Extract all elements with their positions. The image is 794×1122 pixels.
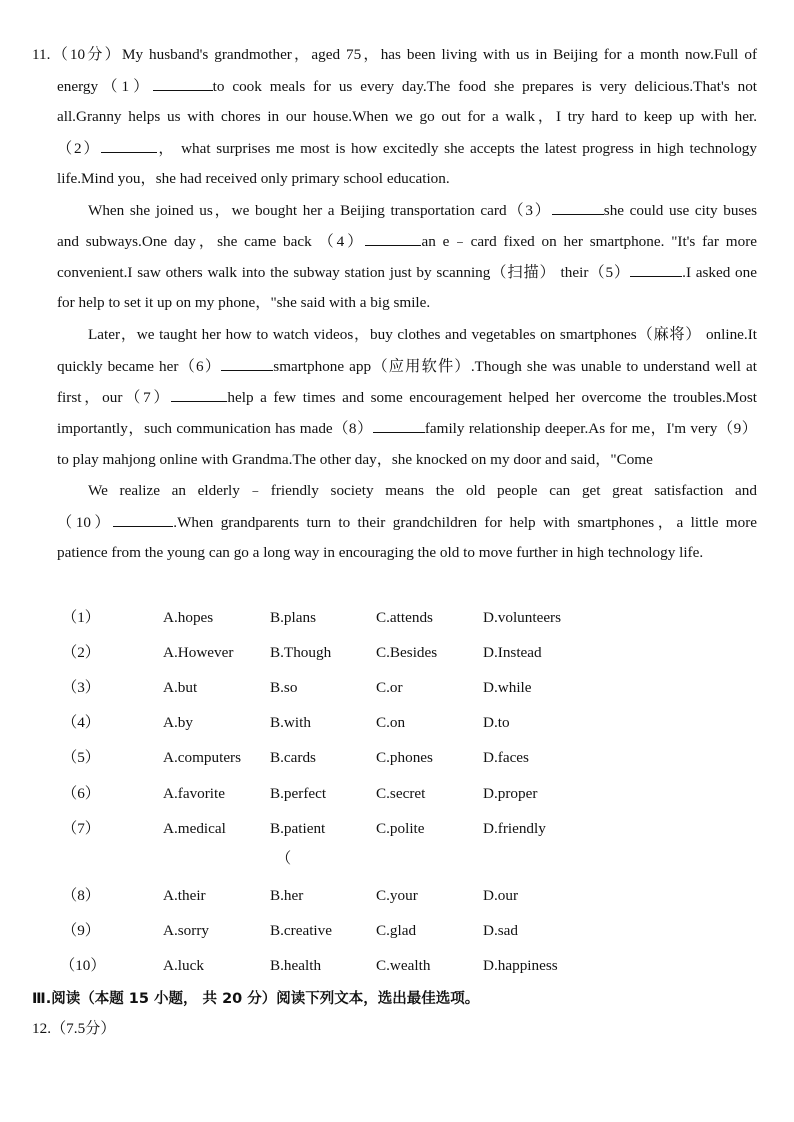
option-b[interactable]: B.Though bbox=[270, 644, 332, 661]
passage-line: Later，we taught her how to watch videos，buy clothes and vegetables on smartphones（麻将） online.It bbox=[88, 326, 757, 343]
passage-line: for help to set it up on my phone，"she said with a big smile. bbox=[57, 294, 431, 311]
option-c[interactable]: C.secret bbox=[376, 785, 426, 802]
option-d[interactable]: D.our bbox=[483, 887, 519, 904]
answer-blank-6 bbox=[221, 356, 273, 371]
stray-parenthesis: （ bbox=[276, 850, 292, 867]
passage-line: convenient.I saw others walk into the subway station just by scanning（扫描） their（5） .I asked one bbox=[57, 264, 757, 281]
option-b[interactable]: B.with bbox=[270, 714, 311, 731]
option-c[interactable]: C.or bbox=[376, 679, 403, 696]
option-d[interactable]: D.while bbox=[483, 679, 532, 696]
option-row: （4） A.by B.with C.on D.to bbox=[0, 712, 794, 734]
option-c[interactable]: C.Besides bbox=[376, 644, 438, 661]
option-row: （5） A.computers B.cards C.phones D.faces bbox=[0, 747, 794, 769]
option-b[interactable]: B.creative bbox=[270, 922, 332, 939]
option-row: （3） A.but B.so C.or D.while bbox=[0, 677, 794, 699]
option-a[interactable]: A.luck bbox=[163, 957, 204, 974]
option-b[interactable]: B.so bbox=[270, 679, 298, 696]
option-a[interactable]: A.medical bbox=[163, 820, 226, 837]
option-d[interactable]: D.proper bbox=[483, 785, 538, 802]
option-d[interactable]: D.to bbox=[483, 714, 510, 731]
option-c[interactable]: C.phones bbox=[376, 749, 433, 766]
option-d[interactable]: D.volunteers bbox=[483, 609, 562, 626]
passage-line: quickly became her（6） smartphone app（应用软件）.Though she was unable to understand well at bbox=[57, 358, 757, 375]
option-a[interactable]: A.However bbox=[163, 644, 234, 661]
passage-line: energy（1） to cook meals for us every day.The food she prepares is very delicious.That's not bbox=[57, 78, 758, 95]
answer-blank-1 bbox=[153, 76, 213, 91]
answer-blank-3 bbox=[552, 200, 604, 215]
passage-line: We realize an elderly﹣friendly society means the old people can get great satisfaction and bbox=[88, 482, 757, 499]
option-d[interactable]: D.faces bbox=[483, 749, 529, 766]
answer-blank-2 bbox=[101, 138, 157, 153]
answer-blank-8 bbox=[373, 418, 425, 433]
option-row: （2） A.However B.Though C.Besides D.Instead bbox=[0, 642, 794, 664]
option-c[interactable]: C.on bbox=[376, 714, 406, 731]
option-b[interactable]: B.patient bbox=[270, 820, 326, 837]
passage-line: and subways.One day，she came back （4） an e﹣card fixed on her smartphone. "It's far more bbox=[57, 233, 757, 250]
option-a[interactable]: A.by bbox=[163, 714, 193, 731]
option-b[interactable]: B.health bbox=[270, 957, 322, 974]
passage-line: first，our（7） help a few times and some encouragement helped her overcome the troubles.Most bbox=[57, 389, 757, 406]
passage-line: When she joined us，we bought her a Beijing transportation card（3） she could use city buses bbox=[88, 202, 757, 219]
passage-line: to play mahjong online with Grandma.The other day，she knocked on my door and said，"Come bbox=[57, 451, 653, 468]
option-row: （8） A.their B.her C.your D.our bbox=[0, 885, 794, 907]
option-b[interactable]: B.cards bbox=[270, 749, 316, 766]
answer-blank-5 bbox=[630, 262, 682, 277]
option-row: （9） A.sorry B.creative C.glad D.sad bbox=[0, 920, 794, 942]
answer-blank-4 bbox=[365, 231, 421, 246]
option-a[interactable]: A.their bbox=[163, 887, 206, 904]
option-d[interactable]: D.Instead bbox=[483, 644, 542, 661]
passage-line: importantly，such communication has made（8） family relationship deeper.As for me，I'm very（9） bbox=[57, 420, 757, 437]
option-row: （1） A.hopes B.plans C.attends D.volunteers bbox=[0, 607, 794, 629]
section-heading: Ⅲ.阅读（本题 15 小题， 共 20 分）阅读下列文本，选出最佳选项。 bbox=[32, 991, 480, 1007]
option-a[interactable]: A.sorry bbox=[163, 922, 209, 939]
option-c[interactable]: C.your bbox=[376, 887, 418, 904]
option-row: （7） A.medical B.patient C.polite D.friendly bbox=[0, 818, 794, 840]
passage-line: （2） ， what surprises me most is how excitedly she accepts the latest progress in high technology bbox=[57, 140, 757, 157]
option-c[interactable]: C.wealth bbox=[376, 957, 431, 974]
option-d[interactable]: D.happiness bbox=[483, 957, 558, 974]
passage-line: patience from the young can go a long way in encouraging the old to move further in high technology life. bbox=[57, 544, 704, 561]
passage-line: （10） .When grandparents turn to their grandchildren for help with smartphones，a little more bbox=[57, 514, 758, 531]
option-row: （10） A.luck B.health C.wealth D.happiness bbox=[0, 955, 794, 977]
question-12-header: 12.（7.5分） bbox=[32, 1020, 116, 1037]
answer-blank-10 bbox=[113, 512, 173, 527]
passage-line: all.Granny helps us with chores in our house.When we go out for a walk，I try hard to keep up with her. bbox=[57, 108, 757, 125]
option-b[interactable]: B.her bbox=[270, 887, 304, 904]
option-c[interactable]: C.attends bbox=[376, 609, 433, 626]
passage-line: 11.（10分）My husband's grandmother，aged 75，has been living with us in Beijing for a month now.Full of bbox=[32, 46, 757, 63]
answer-blank-7 bbox=[171, 387, 227, 402]
option-d[interactable]: D.friendly bbox=[483, 820, 546, 837]
option-c[interactable]: C.polite bbox=[376, 820, 425, 837]
option-b[interactable]: B.perfect bbox=[270, 785, 327, 802]
passage-line: life.Mind you，she had received only primary school education. bbox=[57, 170, 450, 187]
option-row: （6） A.favorite B.perfect C.secret D.proper bbox=[0, 783, 794, 805]
option-a[interactable]: A.but bbox=[163, 679, 198, 696]
option-a[interactable]: A.hopes bbox=[163, 609, 214, 626]
option-c[interactable]: C.glad bbox=[376, 922, 417, 939]
option-a[interactable]: A.computers bbox=[163, 749, 242, 766]
question-number: 11.（10分） bbox=[32, 46, 122, 63]
option-a[interactable]: A.favorite bbox=[163, 785, 225, 802]
option-d[interactable]: D.sad bbox=[483, 922, 519, 939]
option-b[interactable]: B.plans bbox=[270, 609, 316, 626]
